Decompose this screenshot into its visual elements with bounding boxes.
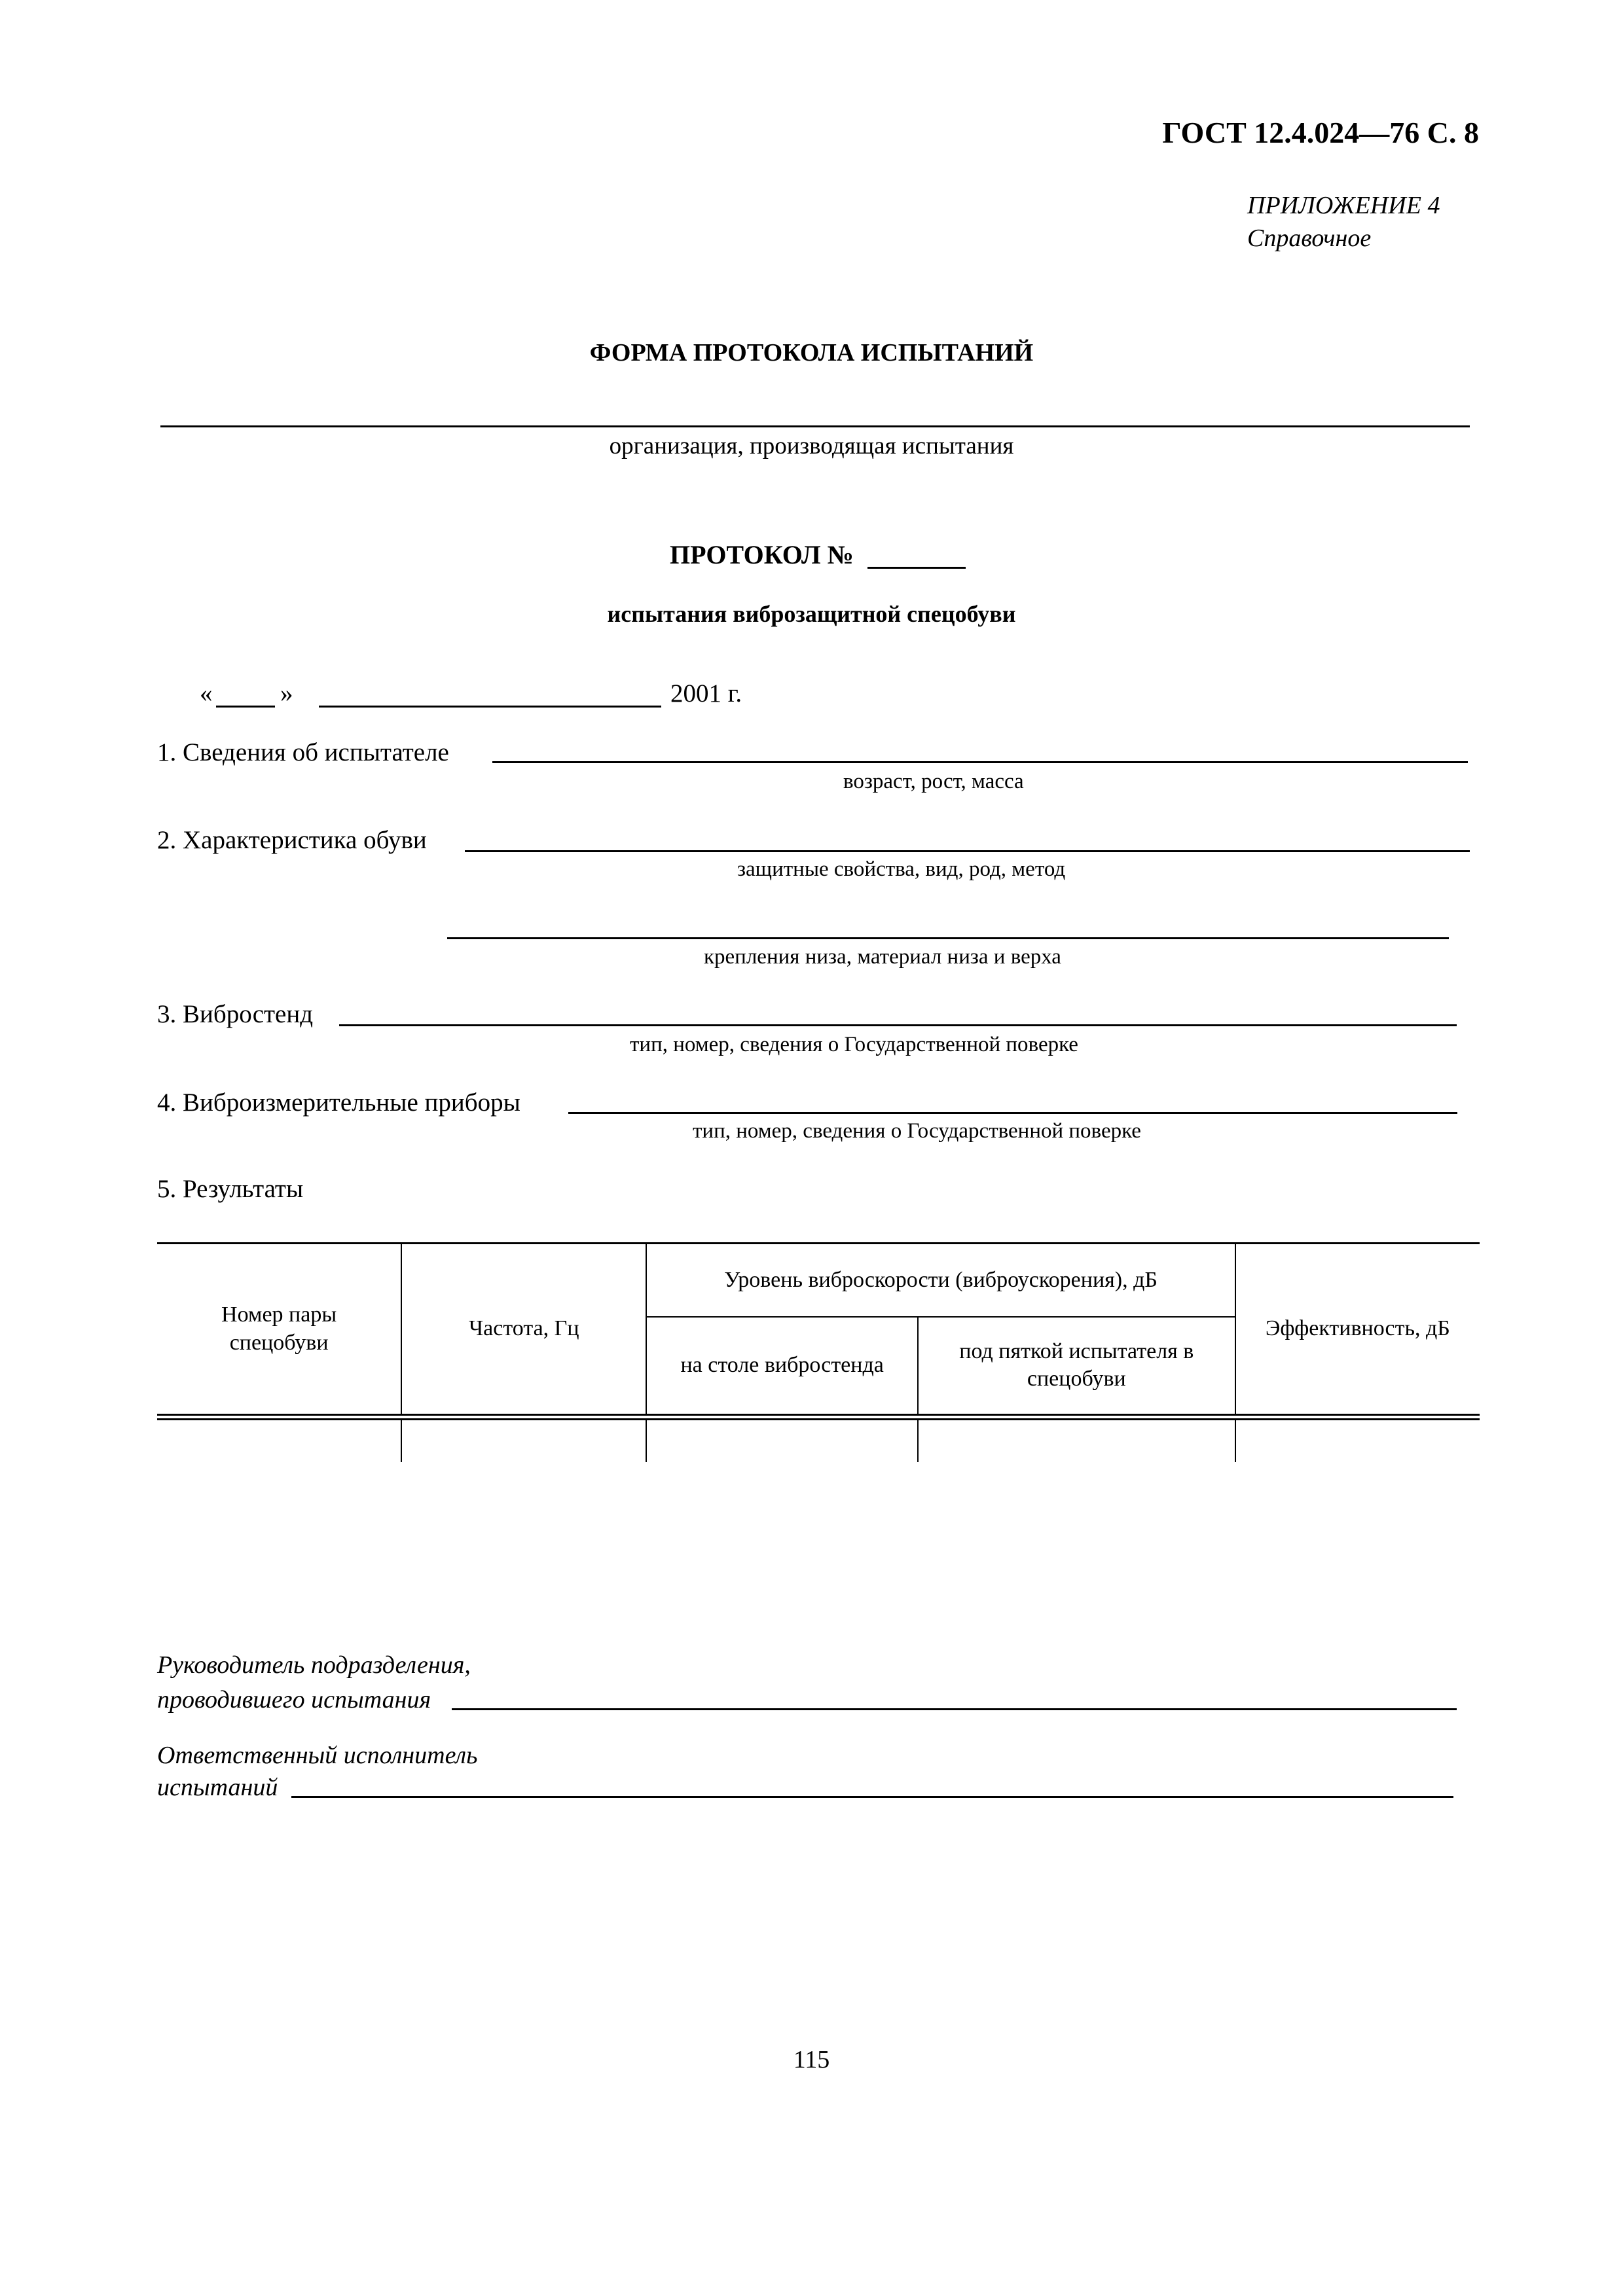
table-cell-frequency — [401, 1420, 646, 1463]
item-1-label: 1. Сведения об испытателе — [157, 738, 449, 766]
table-cell-efficiency — [1235, 1420, 1480, 1463]
item-4-caption: тип, номер, сведения о Государственной поверке — [693, 1119, 1141, 1143]
signature-1-line2: проводившего испытания — [157, 1686, 431, 1713]
item-2-caption-2: крепления низа, материал низа и верха — [704, 945, 1061, 969]
signature-2-line — [291, 1796, 1453, 1798]
item-1-caption: возраст, рост, масса — [843, 770, 1024, 793]
item-2-line — [465, 850, 1470, 852]
date-open-quote: « — [200, 679, 213, 708]
protocol-number-line — [867, 567, 966, 569]
appendix-title: ПРИЛОЖЕНИЕ 4 — [1247, 192, 1440, 219]
signature-1-line1: Руководитель подразделения, — [157, 1651, 471, 1679]
protocol-subtitle: испытания виброзащитной спецобуви — [607, 601, 1016, 627]
item-3-label: 3. Вибростенд — [157, 1000, 314, 1028]
table-cell-level-table — [646, 1420, 917, 1463]
table-header-separator — [157, 1415, 1480, 1420]
item-4-line — [568, 1112, 1457, 1114]
item-1-line — [492, 761, 1468, 763]
standard-code: ГОСТ 12.4.024—76 С. 8 — [1162, 116, 1479, 149]
item-4-label: 4. Виброизмерительные приборы — [157, 1088, 520, 1117]
date-close-quote: » — [280, 679, 293, 708]
table-cell-pair — [157, 1420, 401, 1463]
protocol-title: ПРОТОКОЛ № — [670, 540, 854, 569]
date-month-line — [319, 706, 661, 708]
item-2-label: 2. Характеристика обуви — [157, 826, 427, 854]
signature-2-line1: Ответственный исполнитель — [157, 1742, 478, 1769]
item-2-caption: защитные свойства, вид, род, метод — [737, 857, 1066, 881]
col-header-frequency: Частота, Гц — [401, 1244, 646, 1415]
table-cell-level-heel — [918, 1420, 1235, 1463]
form-title: ФОРМА ПРОТОКОЛА ИСПЫТАНИЙ — [589, 339, 1034, 367]
signature-1-line — [452, 1708, 1457, 1710]
item-5-label: 5. Результаты — [157, 1175, 304, 1203]
item-2-line-2 — [447, 937, 1449, 939]
col-header-efficiency: Эффективность, дБ — [1235, 1244, 1480, 1415]
organization-caption: организация, производящая испытания — [609, 433, 1014, 459]
col-header-level-table: на столе вибростенда — [646, 1317, 917, 1415]
col-header-level-heel: под пяткой испытателя в спецобуви — [918, 1317, 1235, 1415]
results-table — [157, 1242, 1480, 1462]
page-number: 115 — [793, 2046, 830, 2073]
table-row — [157, 1420, 1480, 1463]
item-3-caption: тип, номер, сведения о Государственной поверке — [630, 1033, 1078, 1056]
appendix-subtitle: Справочное — [1247, 224, 1372, 252]
item-3-line — [339, 1024, 1457, 1026]
signature-2-line2: испытаний — [157, 1774, 278, 1801]
date-year: 2001 г. — [670, 679, 742, 708]
col-header-pair: Номер пары спецобуви — [157, 1244, 401, 1415]
date-day-line — [216, 706, 275, 708]
organization-line — [160, 425, 1470, 427]
col-header-level: Уровень виброскорости (виброускорения), дБ — [646, 1244, 1235, 1317]
